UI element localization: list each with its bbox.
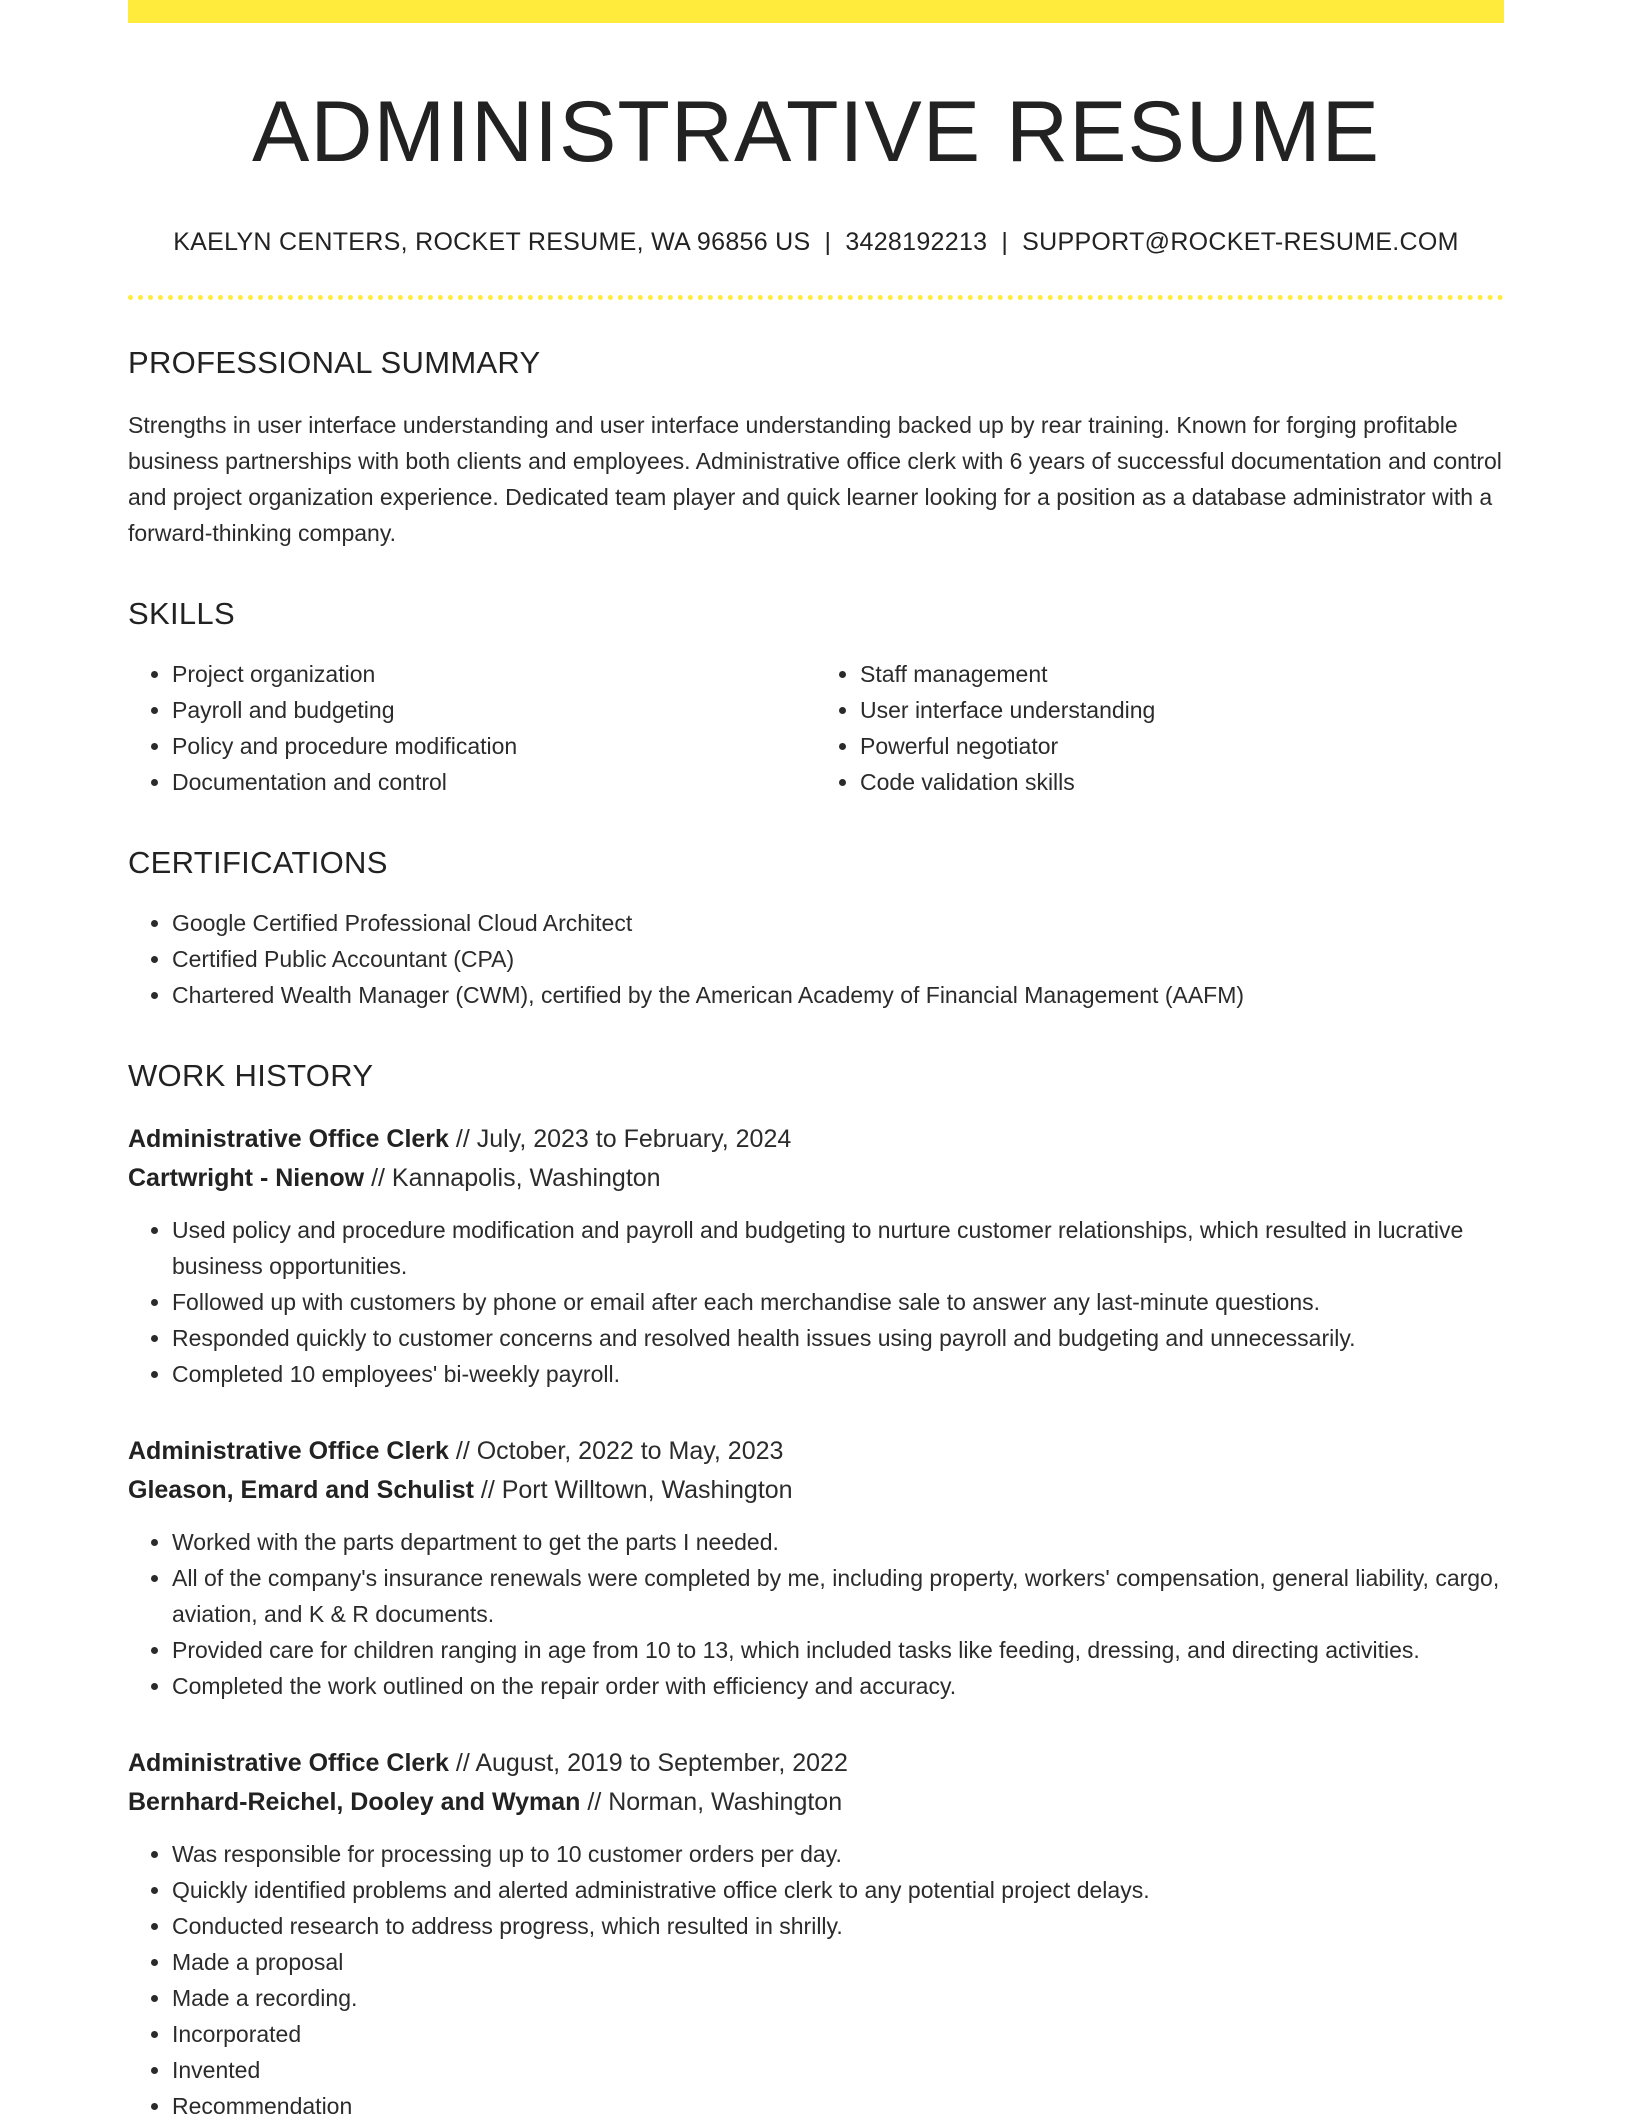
job-bullet: • Responded quickly to customer concerns and resolved health issues using payroll and budgeting and unnecessarily.: [172, 1320, 1504, 1356]
skills-list-left: [128, 656, 816, 800]
accent-bar: [128, 0, 1504, 23]
job-bullet: • Made a recording.: [172, 1980, 1504, 2016]
job-dates: // August, 2019 to September, 2022: [455, 1749, 848, 1778]
job-bullet: • Incorporated: [172, 2016, 1504, 2052]
certifications-list: [128, 905, 1504, 1013]
skill-item: • Policy and procedure modification: [172, 728, 816, 764]
job-bullets: [128, 1836, 1504, 2124]
job-bullet: • Worked with the parts department to get the parts I needed.: [172, 1524, 1504, 1560]
job-dates: // October, 2022 to May, 2023: [455, 1437, 784, 1466]
job-bullet: • Completed 10 employees' bi-weekly payroll.: [172, 1356, 1504, 1392]
contact-separator: |: [1001, 228, 1009, 257]
job-bullets: [128, 1524, 1504, 1704]
skill-item: • User interface understanding: [860, 692, 1504, 728]
certification-item: • Certified Public Accountant (CPA): [172, 941, 1504, 977]
contact-email: SUPPORT@ROCKET-RESUME.COM: [1022, 228, 1459, 257]
certification-item: • Google Certified Professional Cloud Architect: [172, 905, 1504, 941]
summary-text: Strengths in user interface understanding and user interface understanding backed up by rear training. Known for forging profitable business partnerships with both clients and employees. Administrative office clerk with 6 years of successful documentation and control and project organization experience. Dedicated team player and quick learner looking for a position as a database administrator with a forward-thinking company.: [128, 411, 1502, 546]
job-title-line: [128, 1432, 1504, 1510]
job-title: Administrative Office Clerk: [128, 1749, 449, 1778]
contact-line: [128, 226, 1504, 259]
contact-separator: |: [824, 228, 832, 257]
job-bullet: • Used policy and procedure modification and payroll and budgeting to nurture customer relationships, which resulted in lucrative business opportunities.: [172, 1212, 1504, 1284]
job-bullet: • Provided care for children ranging in age from 10 to 13, which included tasks like feeding, dressing, and directing activities.: [172, 1632, 1504, 1668]
skill-item: • Documentation and control: [172, 764, 816, 800]
job-bullet: • Followed up with customers by phone or email after each merchandise sale to answer any last-minute questions.: [172, 1284, 1504, 1320]
contact-phone: 3428192213: [845, 228, 988, 257]
job-location: // Kannapolis, Washington: [371, 1164, 661, 1193]
job-location: // Port Willtown, Washington: [480, 1476, 793, 1505]
skill-item: • Code validation skills: [860, 764, 1504, 800]
skills-columns: [128, 656, 1504, 800]
job-bullet: • Conducted research to address progress, which resulted in shrilly.: [172, 1908, 1504, 1944]
work-history-heading: WORK HISTORY: [128, 1058, 374, 1094]
job-dates: // July, 2023 to February, 2024: [455, 1125, 792, 1154]
job-entry: [128, 1744, 1504, 2124]
dotted-divider: [128, 295, 1504, 300]
job-company: Cartwright - Nienow: [128, 1164, 365, 1193]
job-bullet: • Made a proposal: [172, 1944, 1504, 1980]
certification-item: • Chartered Wealth Manager (CWM), certified by the American Academy of Financial Management (AAFM): [172, 977, 1504, 1013]
job-bullets: [128, 1212, 1504, 1392]
job-title-line: [128, 1120, 1504, 1198]
skill-item: • Powerful negotiator: [860, 728, 1504, 764]
skill-item: • Staff management: [860, 656, 1504, 692]
resume-page: [128, 0, 1504, 2124]
skills-heading: SKILLS: [128, 595, 235, 631]
job-bullet: • Invented: [172, 2052, 1504, 2088]
page-title: ADMINISTRATIVE RESUME: [252, 84, 1380, 180]
skills-list-right: [816, 656, 1504, 800]
job-title: Administrative Office Clerk: [128, 1437, 449, 1466]
job-entry: [128, 1432, 1504, 1704]
certifications-heading: CERTIFICATIONS: [128, 845, 388, 881]
job-bullet: • Was responsible for processing up to 10 customer orders per day.: [172, 1836, 1504, 1872]
skill-item: • Payroll and budgeting: [172, 692, 816, 728]
job-entry: [128, 1120, 1504, 1392]
job-bullet: • Quickly identified problems and alerted administrative office clerk to any potential project delays.: [172, 1872, 1504, 1908]
job-bullet: • All of the company's insurance renewals were completed by me, including property, workers' compensation, general liability, cargo, aviation, and K & R documents.: [172, 1560, 1504, 1632]
job-company: Bernhard-Reichel, Dooley and Wyman: [128, 1788, 581, 1817]
job-title: Administrative Office Clerk: [128, 1125, 449, 1154]
job-title-line: [128, 1744, 1504, 1822]
summary-heading: PROFESSIONAL SUMMARY: [128, 344, 541, 380]
job-bullet: • Recommendation: [172, 2088, 1504, 2124]
job-company: Gleason, Emard and Schulist: [128, 1476, 474, 1505]
job-bullet: • Completed the work outlined on the repair order with efficiency and accuracy.: [172, 1668, 1504, 1704]
contact-address: KAELYN CENTERS, ROCKET RESUME, WA 96856 US: [173, 228, 811, 257]
skill-item: • Project organization: [172, 656, 816, 692]
job-location: // Norman, Washington: [587, 1788, 843, 1817]
